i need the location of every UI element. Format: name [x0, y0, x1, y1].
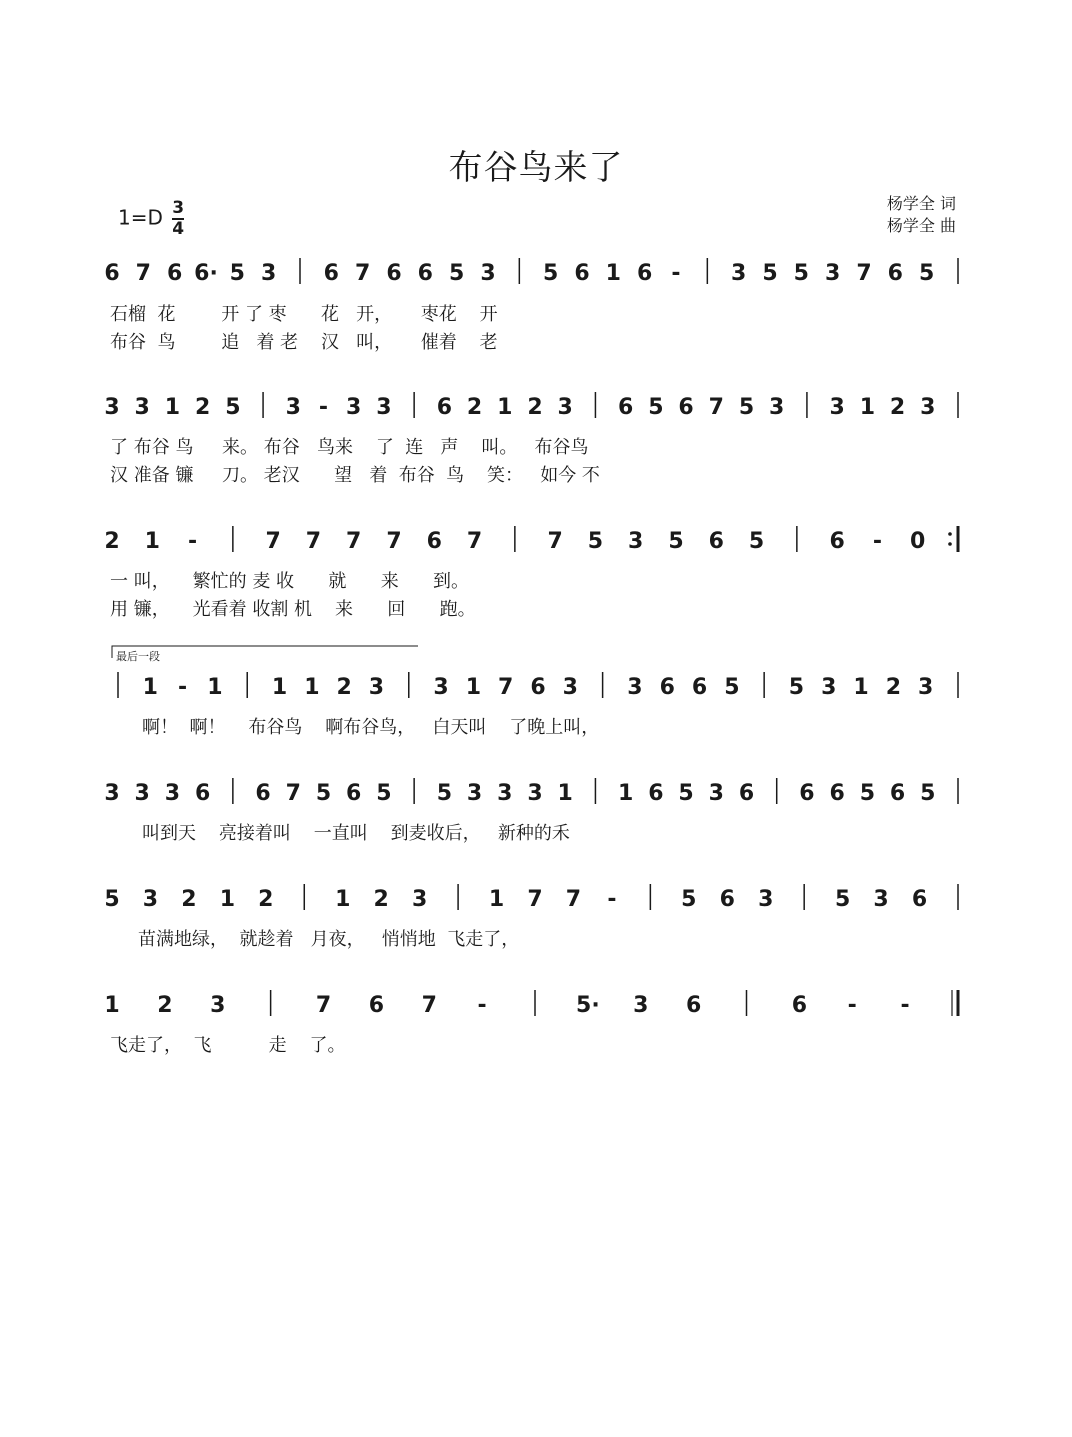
- lyrics-s3-v1: 一 叫， 繁忙的 麦 收 就 来 到。: [110, 571, 470, 592]
- note: 2: [527, 395, 543, 420]
- note: 5: [859, 781, 876, 806]
- note: 6: [791, 993, 808, 1018]
- note: 7: [421, 993, 437, 1018]
- note: 5: [788, 675, 805, 700]
- note: 1: [605, 261, 621, 286]
- note: 6: [829, 781, 845, 806]
- note: 3: [527, 781, 543, 806]
- note: 7: [498, 675, 514, 700]
- note: 7: [466, 529, 483, 554]
- song-title: 布谷鸟来了: [448, 148, 624, 188]
- note: 7: [708, 395, 724, 420]
- note: 6: [708, 529, 724, 554]
- sustain-dash: -: [178, 675, 188, 700]
- note: 3: [285, 395, 301, 420]
- note: 1: [465, 675, 482, 700]
- lyrics-s7: 飞走了， 飞 走 了。: [110, 1035, 346, 1056]
- note: 6: [368, 993, 385, 1018]
- note: 5: [724, 675, 740, 700]
- note: 5: [919, 261, 935, 286]
- sustain-dash: -: [188, 529, 198, 554]
- note: 3: [627, 675, 643, 700]
- volta-label: 最后一段: [116, 650, 160, 663]
- note: 6: [417, 261, 433, 286]
- note: 0: [910, 529, 926, 554]
- note: 5: [543, 261, 559, 286]
- note: 1: [104, 993, 120, 1018]
- repeat-dot: [948, 532, 952, 536]
- note: 5: [229, 261, 245, 286]
- sustain-dash: -: [900, 993, 910, 1018]
- time-bottom: 4: [172, 219, 185, 239]
- note: 1: [144, 529, 160, 554]
- note: 1: [271, 675, 288, 700]
- lyrics-s1-v1: 石榴 花 开 了 枣 花 开， 枣花 开: [110, 304, 498, 325]
- note: 3: [134, 395, 150, 420]
- note: 6·: [194, 261, 218, 286]
- note: 6: [194, 781, 211, 806]
- note: 6: [617, 395, 634, 420]
- note: 6: [436, 395, 453, 420]
- note: 6: [829, 529, 845, 554]
- sustain-dash: -: [477, 993, 487, 1018]
- note: 5·: [576, 993, 600, 1018]
- note: 3: [829, 395, 845, 420]
- note: 5: [225, 395, 241, 420]
- note: 2: [466, 395, 483, 420]
- sustain-dash: -: [318, 395, 329, 420]
- sustain-dash: -: [847, 993, 857, 1018]
- note: 6: [323, 261, 339, 286]
- note: 1: [142, 675, 158, 700]
- note: 3: [466, 781, 483, 806]
- note: 3: [134, 781, 150, 806]
- note: 1: [207, 675, 223, 700]
- note: 2: [194, 395, 211, 420]
- note: 1: [859, 395, 876, 420]
- note: 7: [565, 887, 582, 912]
- note: 6: [255, 781, 271, 806]
- sustain-dash: -: [671, 261, 681, 286]
- note: 6: [574, 261, 590, 286]
- lyrics-s3-v2: 用 镰， 光看着 收割 机 来 回 跑。: [110, 599, 476, 620]
- note: 1: [488, 887, 505, 912]
- note: 3: [346, 395, 362, 420]
- note: 5: [104, 887, 120, 912]
- note: 3: [261, 261, 277, 286]
- note: 2: [885, 675, 902, 700]
- note: 5: [793, 261, 809, 286]
- note: 3: [497, 781, 513, 806]
- note: 6: [426, 529, 442, 554]
- note: 7: [355, 261, 371, 286]
- lyrics-s2-v2: 汉 准备 镰 刀。 老汉 望 着 布谷 鸟 笑： 如今 不: [110, 465, 600, 486]
- note: 7: [527, 887, 543, 912]
- note: 1: [335, 887, 351, 912]
- note: 5: [762, 261, 778, 286]
- note: 1: [164, 395, 181, 420]
- note: 2: [181, 887, 197, 912]
- note: 2: [104, 529, 120, 554]
- note: 6: [659, 675, 675, 700]
- note: 3: [628, 529, 644, 554]
- note: 3: [557, 395, 573, 420]
- note: 6: [648, 781, 664, 806]
- note: 7: [386, 529, 402, 554]
- note: 1: [617, 781, 634, 806]
- note: 3: [918, 675, 934, 700]
- sustain-dash: -: [872, 529, 882, 554]
- note: 1: [219, 887, 236, 912]
- note: 2: [258, 887, 274, 912]
- note: 6: [911, 887, 928, 912]
- volta-bracket: [112, 646, 418, 658]
- composer: 杨学全 曲: [886, 216, 956, 235]
- note: 5: [648, 395, 664, 420]
- note: 3: [920, 395, 936, 420]
- note: 6: [799, 781, 815, 806]
- note: 7: [856, 261, 872, 286]
- note: 6: [738, 781, 755, 806]
- note: 6: [530, 675, 546, 700]
- note: 3: [731, 261, 747, 286]
- note: 3: [821, 675, 837, 700]
- lyrics-s6: 苗满地绿， 就趁着 月夜， 悄悄地 飞走了，: [138, 929, 520, 950]
- note: 2: [373, 887, 389, 912]
- note: 3: [164, 781, 181, 806]
- note: 5: [834, 887, 851, 912]
- note: 7: [315, 993, 332, 1018]
- note: 3: [562, 675, 578, 700]
- note: 5: [920, 781, 936, 806]
- lyrics-s1-v2: 布谷 鸟 追 着 老 汉 叫， 催着 老: [110, 332, 498, 353]
- note: 6: [637, 261, 653, 286]
- note: 6: [889, 781, 906, 806]
- note: 3: [411, 887, 428, 912]
- note: 2: [889, 395, 906, 420]
- note: 3: [104, 781, 120, 806]
- note: 7: [346, 529, 362, 554]
- note: 2: [336, 675, 352, 700]
- lyrics-s2-v1: 了 布谷 鸟 来。 布谷 鸟来 了 连 声 叫。 布谷鸟: [110, 437, 589, 458]
- note: 5: [668, 529, 684, 554]
- note: 5: [376, 781, 392, 806]
- note: 5: [748, 529, 765, 554]
- repeat-dot: [948, 542, 952, 546]
- note: 6: [386, 261, 402, 286]
- note: 7: [547, 529, 563, 554]
- note: 3: [758, 887, 774, 912]
- note: 3: [873, 887, 889, 912]
- note: 1: [304, 675, 320, 700]
- sustain-dash: -: [607, 887, 617, 912]
- note: 3: [769, 395, 785, 420]
- note: 6: [167, 261, 183, 286]
- time-top: 3: [172, 198, 185, 218]
- note: 6: [691, 675, 708, 700]
- lyricist: 杨学全 词: [886, 194, 956, 213]
- note: 5: [436, 781, 453, 806]
- note: 6: [685, 993, 702, 1018]
- note: 7: [285, 781, 301, 806]
- note: 5: [678, 781, 694, 806]
- note: 5: [449, 261, 465, 286]
- note: 7: [265, 529, 281, 554]
- lyrics-s4: 啊！ 啊！ 布谷鸟 啊布谷鸟， 白天叫 了晚上叫，: [142, 717, 600, 738]
- note: 1: [853, 675, 869, 700]
- note: 3: [825, 261, 841, 286]
- note: 5: [681, 887, 697, 912]
- note: 5: [738, 395, 755, 420]
- note: 3: [210, 993, 226, 1018]
- note: 6: [346, 781, 362, 806]
- lyrics-s5: 叫到天 亮接着叫 一直叫 到麦收后， 新种的禾: [142, 823, 570, 844]
- note: 3: [142, 887, 159, 912]
- key-label: 1=D: [118, 205, 163, 230]
- note: 7: [305, 529, 322, 554]
- note: 3: [633, 993, 649, 1018]
- note: 3: [480, 261, 496, 286]
- note: 3: [433, 675, 449, 700]
- note: 6: [678, 395, 694, 420]
- note: 5: [315, 781, 332, 806]
- note: 3: [104, 395, 120, 420]
- note: 1: [557, 781, 573, 806]
- note: 3: [368, 675, 385, 700]
- note: 2: [157, 993, 173, 1018]
- note: 6: [719, 887, 735, 912]
- note: 6: [104, 261, 120, 286]
- note: 5: [587, 529, 604, 554]
- note: 7: [135, 261, 151, 286]
- note: 3: [376, 395, 392, 420]
- note: 3: [708, 781, 724, 806]
- note: 6: [887, 261, 903, 286]
- note: 1: [497, 395, 513, 420]
